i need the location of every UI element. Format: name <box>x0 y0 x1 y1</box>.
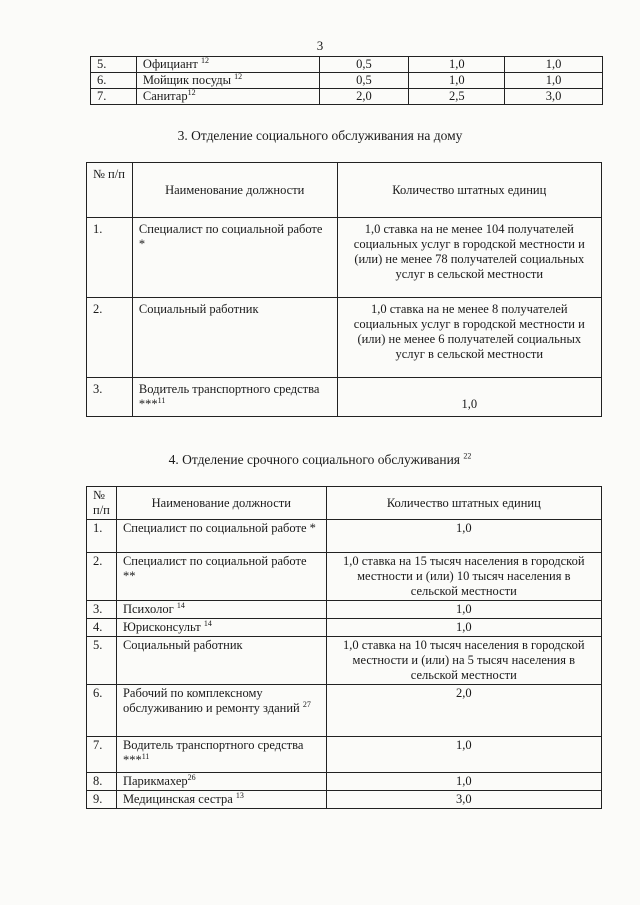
row-number: 2. <box>87 553 117 601</box>
quantity-cell: 1,0 <box>337 378 601 417</box>
position-name: Специалист по социальной работе * <box>132 218 337 298</box>
value-cell: 3,0 <box>505 89 603 105</box>
row-number: 7. <box>87 737 117 773</box>
row-number: 4. <box>87 619 117 637</box>
table-row <box>91 89 603 105</box>
header-position: Наименование должности <box>116 487 326 520</box>
row-number: 2. <box>87 298 133 378</box>
row-number: 3. <box>87 601 117 619</box>
position-name: Медицинская сестра $^{13}$ <box>116 791 326 809</box>
table-row <box>87 298 602 378</box>
table-row <box>87 619 602 637</box>
row-number: 5. <box>87 637 117 685</box>
quantity-cell: 2,0 <box>326 685 601 737</box>
row-number: 7. <box>91 89 137 105</box>
value-cell: 0,5 <box>319 73 409 89</box>
row-number: 5. <box>91 57 137 73</box>
value-cell: 2,0 <box>319 89 409 105</box>
table-row <box>87 520 602 553</box>
table-row <box>87 791 602 809</box>
table-row <box>87 685 602 737</box>
table-row <box>87 773 602 791</box>
position-name: Парикмахер$^{26}$ <box>116 773 326 791</box>
table-header-row <box>87 487 602 520</box>
table-row <box>87 553 602 601</box>
header-number: № п/п <box>87 487 117 520</box>
table-row <box>87 637 602 685</box>
position-name: Рабочий по комплексному обслуживанию и ремонту зданий $^{27}$ <box>116 685 326 737</box>
value-cell: 2,5 <box>409 89 505 105</box>
position-name: Психолог $^{14}$ <box>116 601 326 619</box>
position-name: Официант $^{12}$ <box>136 57 319 73</box>
table-row <box>87 218 602 298</box>
header-quantity: Количество штатных единиц <box>337 163 601 218</box>
header-quantity: Количество штатных единиц <box>326 487 601 520</box>
quantity-cell: 1,0 ставка на не менее 8 получателей социальных услуг в городской местности и (или) не менее 6 получателей социальных услуг в сельской местности <box>337 298 601 378</box>
staff-table-home-service <box>86 162 602 417</box>
value-cell: 1,0 <box>409 57 505 73</box>
header-position: Наименование должности <box>132 163 337 218</box>
quantity-cell: 1,0 ставка на 15 тысяч населения в городской местности и (или) 10 тысяч населения в сельской местности <box>326 553 601 601</box>
quantity-cell: 3,0 <box>326 791 601 809</box>
value-cell: 1,0 <box>409 73 505 89</box>
position-name: Юрисконсульт $^{14}$ <box>116 619 326 637</box>
position-name: Специалист по социальной работе * <box>116 520 326 553</box>
value-cell: 0,5 <box>319 57 409 73</box>
row-number: 3. <box>87 378 133 417</box>
position-name: Социальный работник <box>132 298 337 378</box>
table-row <box>91 73 603 89</box>
staff-table-continuation <box>90 56 603 105</box>
row-number: 6. <box>87 685 117 737</box>
row-number: 6. <box>91 73 137 89</box>
value-cell: 1,0 <box>505 57 603 73</box>
section-title: 3. Отделение социального обслуживания на дому <box>177 128 463 143</box>
table-row <box>87 378 602 417</box>
quantity-cell: 1,0 <box>326 737 601 773</box>
position-name: Санитар$^{12}$ <box>136 89 319 105</box>
quantity-cell: 1,0 ставка на не менее 104 получателей социальных услуг в городской местности и (или) не менее 78 получателей социальных услуг в сельской местности <box>337 218 601 298</box>
value-cell: 1,0 <box>505 73 603 89</box>
table-row <box>87 737 602 773</box>
position-name: Социальный работник <box>116 637 326 685</box>
page-number: 3 <box>316 38 324 53</box>
quantity-cell: 1,0 <box>326 520 601 553</box>
row-number: 1. <box>87 520 117 553</box>
row-number: 8. <box>87 773 117 791</box>
row-number: 1. <box>87 218 133 298</box>
quantity-cell: 1,0 <box>326 773 601 791</box>
position-name: Водитель транспортного средства ***$^{11}$ <box>132 378 337 417</box>
table-row <box>87 601 602 619</box>
quantity-cell: 1,0 <box>326 601 601 619</box>
row-number: 9. <box>87 791 117 809</box>
table-row <box>91 57 603 73</box>
position-name: Мойщик посуды $^{12}$ <box>136 73 319 89</box>
quantity-cell: 1,0 <box>326 619 601 637</box>
position-name: Специалист по социальной работе ** <box>116 553 326 601</box>
table-header-row <box>87 163 602 218</box>
quantity-cell: 1,0 ставка на 10 тысяч населения в городской местности и (или) на 5 тысяч населения в сельской местности <box>326 637 601 685</box>
position-name: Водитель транспортного средства ***$^{11}$ <box>116 737 326 773</box>
header-number: № п/п <box>87 163 133 218</box>
staff-table-urgent-service <box>86 486 602 809</box>
section-title: 4. Отделение срочного социального обслуживания $^{22}$ <box>168 451 472 467</box>
